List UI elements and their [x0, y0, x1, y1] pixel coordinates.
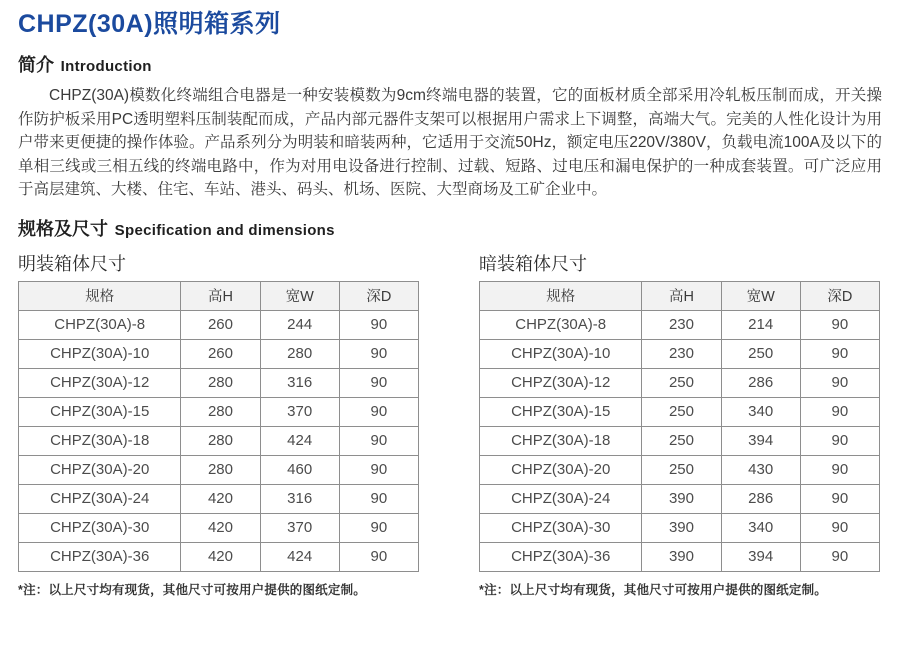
table-row: [19, 310, 419, 339]
width-cell: 424: [260, 426, 339, 455]
width-cell: 370: [260, 397, 339, 426]
width-cell: 394: [721, 426, 800, 455]
height-cell: 390: [642, 484, 721, 513]
table-row: [480, 542, 880, 571]
flush-mounted-table-note: *注：以上尺寸均有现货，其他尺寸可按用户提供的图纸定制。: [479, 582, 827, 597]
intro-heading-en: Introduction: [60, 58, 152, 75]
col-header-width: 宽W: [260, 281, 339, 310]
depth-cell: 90: [800, 397, 879, 426]
spec-cell: CHPZ(30A)-8: [480, 310, 642, 339]
spec-cell: CHPZ(30A)-24: [480, 484, 642, 513]
depth-cell: 90: [800, 368, 879, 397]
table-row: [19, 484, 419, 513]
width-cell: 286: [721, 484, 800, 513]
width-cell: 424: [260, 542, 339, 571]
depth-cell: 90: [339, 368, 418, 397]
height-cell: 280: [181, 368, 260, 397]
depth-cell: 90: [800, 513, 879, 542]
height-cell: 260: [181, 339, 260, 368]
height-cell: 280: [181, 397, 260, 426]
width-cell: 286: [721, 368, 800, 397]
width-cell: 430: [721, 455, 800, 484]
depth-cell: 90: [339, 455, 418, 484]
height-cell: 280: [181, 426, 260, 455]
table-row: [480, 426, 880, 455]
table-header-row: [480, 281, 880, 310]
depth-cell: 90: [800, 542, 879, 571]
col-header-spec: 规格: [19, 281, 181, 310]
height-cell: 420: [181, 513, 260, 542]
spec-section-heading: [18, 217, 882, 242]
depth-cell: 90: [339, 426, 418, 455]
spec-cell: CHPZ(30A)-8: [19, 310, 181, 339]
spec-cell: CHPZ(30A)-30: [480, 513, 642, 542]
table-row: [19, 542, 419, 571]
col-header-depth: 深D: [339, 281, 418, 310]
height-cell: 250: [642, 455, 721, 484]
table-row: [19, 455, 419, 484]
height-cell: 420: [181, 542, 260, 571]
spec-cell: CHPZ(30A)-18: [19, 426, 181, 455]
table-row: [19, 513, 419, 542]
spec-cell: CHPZ(30A)-20: [480, 455, 642, 484]
width-cell: 460: [260, 455, 339, 484]
flush-mounted-dimensions-table: [479, 281, 880, 572]
depth-cell: 90: [800, 310, 879, 339]
height-cell: 260: [181, 310, 260, 339]
height-cell: 390: [642, 513, 721, 542]
flush-mounted-table-title: 暗装箱体尺寸: [479, 253, 587, 274]
spec-cell: CHPZ(30A)-12: [19, 368, 181, 397]
spec-cell: CHPZ(30A)-30: [19, 513, 181, 542]
table-row: [480, 513, 880, 542]
depth-cell: 90: [800, 426, 879, 455]
depth-cell: 90: [339, 484, 418, 513]
spec-cell: CHPZ(30A)-10: [19, 339, 181, 368]
height-cell: 230: [642, 310, 721, 339]
depth-cell: 90: [800, 484, 879, 513]
intro-paragraph: CHPZ(30A)模数化终端组合电器是一种安装模数为9cm终端电器的装置，它的面板材质全部采用冷轧板压制而成，开关操作防护板采用PC透明塑料压制装配而成，产品内部元器件支架可以根据用户需求上下调整，高端大气。完美的人性化设计为用户带来更便捷的操作体验。产品系列分为明装和暗装两种，它适用于交流50Hz，额定电压220V/380V，负载电流100A及以下的单相三线或三相五线的终端电路中，作为对用电设备进行控制、过载、短路、过电压和漏电保护的一种成套装置。可广泛应用于高层建筑、大楼、住宅、车站、港头、码头、机场、医院、大型商场及工矿企业中。: [18, 87, 882, 199]
width-cell: 340: [721, 513, 800, 542]
spec-cell: CHPZ(30A)-36: [19, 542, 181, 571]
height-cell: 250: [642, 368, 721, 397]
table-row: [19, 397, 419, 426]
page-title: CHPZ(30A)照明箱系列: [18, 10, 281, 38]
col-header-spec: 规格: [480, 281, 642, 310]
spec-cell: CHPZ(30A)-15: [19, 397, 181, 426]
tables-container: [18, 252, 882, 598]
width-cell: 244: [260, 310, 339, 339]
col-header-height: 高H: [642, 281, 721, 310]
intro-section-heading: [18, 53, 882, 78]
depth-cell: 90: [339, 542, 418, 571]
surface-mounted-table-note: *注：以上尺寸均有现货，其他尺寸可按用户提供的图纸定制。: [18, 582, 366, 597]
width-cell: 250: [721, 339, 800, 368]
width-cell: 370: [260, 513, 339, 542]
col-header-height: 高H: [181, 281, 260, 310]
height-cell: 250: [642, 426, 721, 455]
spec-cell: CHPZ(30A)-24: [19, 484, 181, 513]
table-row: [19, 339, 419, 368]
table-row: [19, 426, 419, 455]
height-cell: 280: [181, 455, 260, 484]
height-cell: 420: [181, 484, 260, 513]
surface-mounted-column: [18, 252, 419, 598]
table-row: [480, 455, 880, 484]
width-cell: 316: [260, 368, 339, 397]
width-cell: 394: [721, 542, 800, 571]
table-header-row: [19, 281, 419, 310]
depth-cell: 90: [339, 339, 418, 368]
spec-cell: CHPZ(30A)-10: [480, 339, 642, 368]
depth-cell: 90: [339, 310, 418, 339]
surface-mounted-table-title: 明装箱体尺寸: [18, 253, 126, 274]
width-cell: 316: [260, 484, 339, 513]
table-row: [480, 397, 880, 426]
height-cell: 250: [642, 397, 721, 426]
width-cell: 340: [721, 397, 800, 426]
table-row: [480, 339, 880, 368]
table-row: [480, 310, 880, 339]
table-row: [480, 368, 880, 397]
spec-cell: CHPZ(30A)-36: [480, 542, 642, 571]
height-cell: 390: [642, 542, 721, 571]
surface-mounted-dimensions-table: [18, 281, 419, 572]
depth-cell: 90: [339, 397, 418, 426]
width-cell: 280: [260, 339, 339, 368]
height-cell: 230: [642, 339, 721, 368]
table-row: [19, 368, 419, 397]
flush-mounted-column: [479, 252, 880, 598]
depth-cell: 90: [800, 339, 879, 368]
spec-heading-zh: 规格及尺寸: [18, 218, 108, 239]
col-header-width: 宽W: [721, 281, 800, 310]
width-cell: 214: [721, 310, 800, 339]
intro-heading-zh: 简介: [18, 55, 54, 75]
table-row: [480, 484, 880, 513]
col-header-depth: 深D: [800, 281, 879, 310]
spec-cell: CHPZ(30A)-12: [480, 368, 642, 397]
depth-cell: 90: [800, 455, 879, 484]
depth-cell: 90: [339, 513, 418, 542]
spec-cell: CHPZ(30A)-20: [19, 455, 181, 484]
spec-cell: CHPZ(30A)-15: [480, 397, 642, 426]
spec-cell: CHPZ(30A)-18: [480, 426, 642, 455]
spec-heading-en: Specification and dimensions: [114, 221, 335, 239]
